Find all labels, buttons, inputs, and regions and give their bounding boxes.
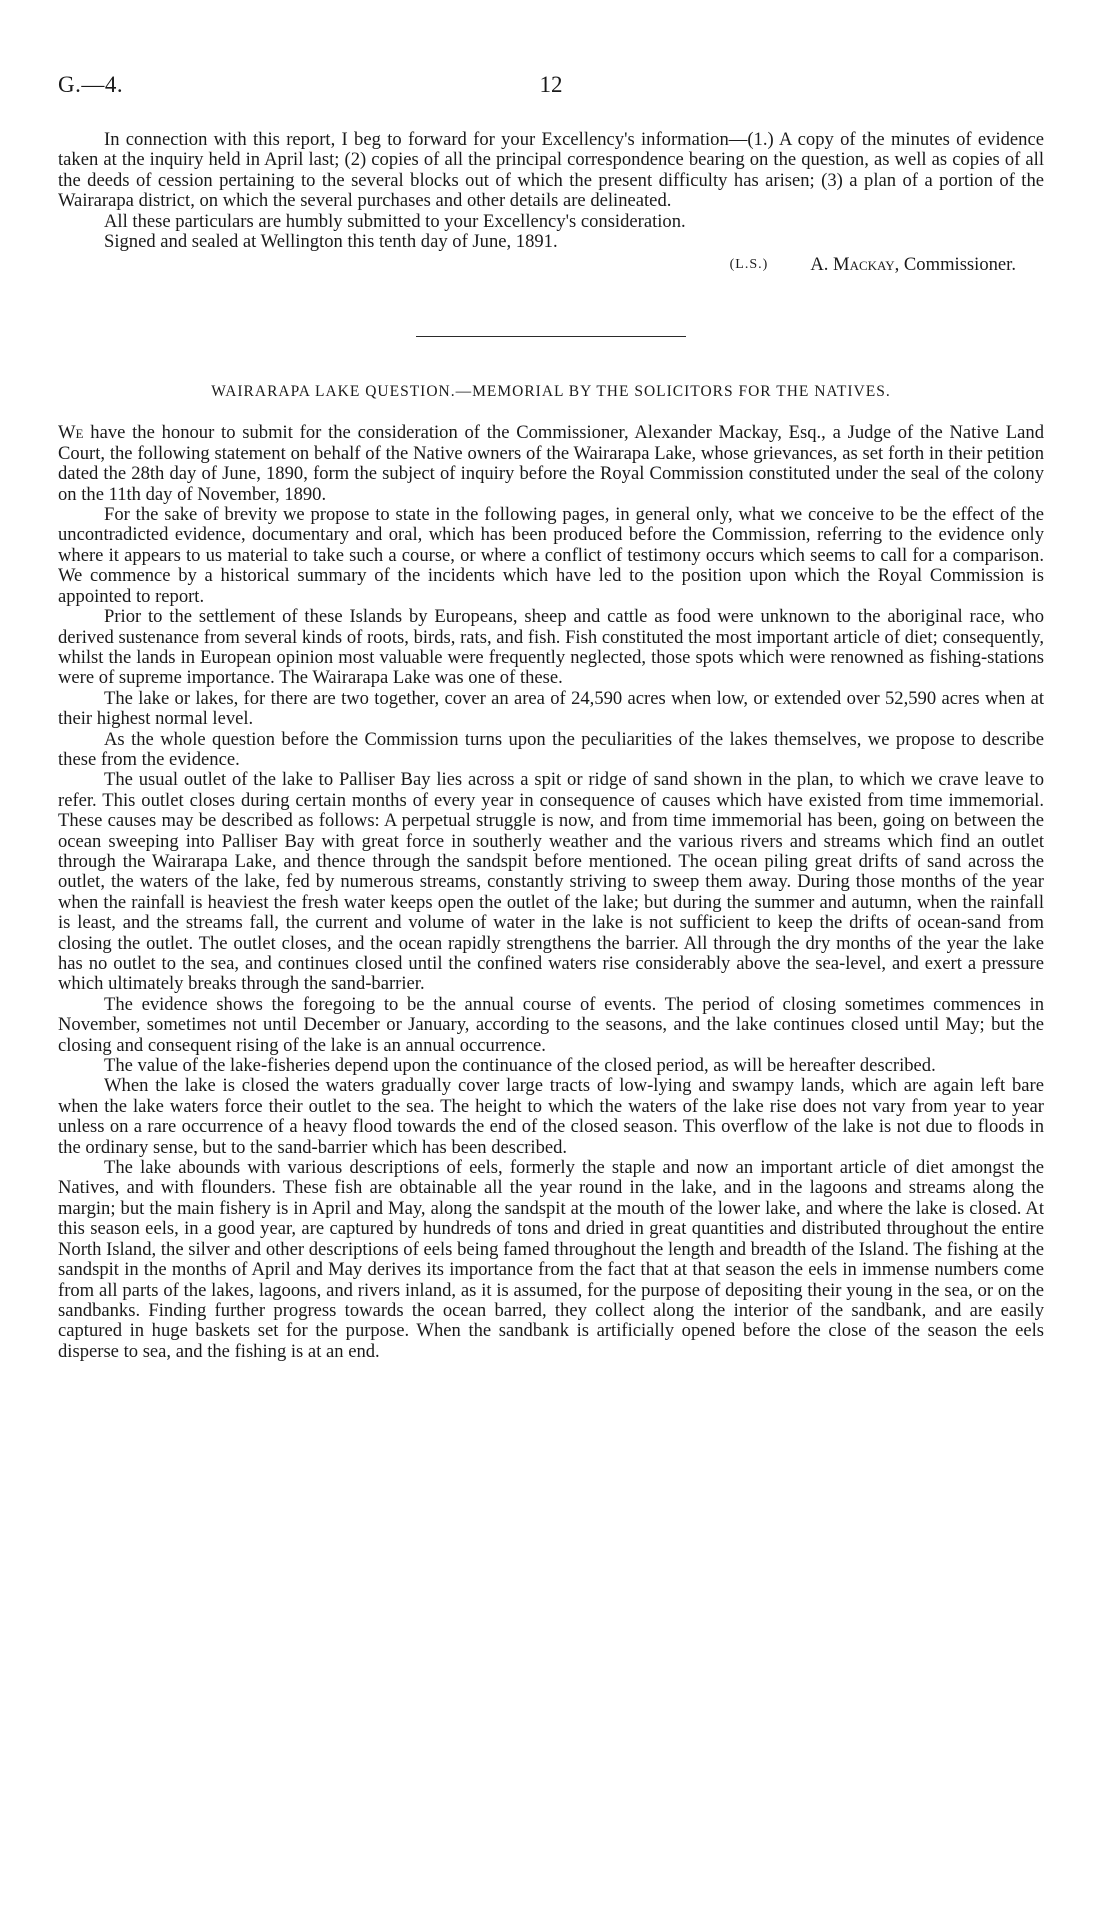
page-number: 12 — [539, 72, 563, 97]
signatory — [810, 254, 1016, 276]
memorial-paragraph: When the lake is closed the waters gradually cover large tracts of low-lying and swampy lands, which are again left bare when the lake waters force their outlet to the sea. The height to which the waters of the lake rise does not vary from year to year unless on a rare occurrence of a heavy flood towards the end of the closed season. This overflow of the lake is not due to floods in the ordinary sense, but to the sand-barrier which has been described. — [58, 1075, 1044, 1158]
memorial-paragraph — [58, 423, 1044, 505]
memorial-body — [58, 423, 1044, 1362]
intro-section — [58, 130, 1044, 276]
memorial-paragraph: For the sake of brevity we propose to state in the following pages, in general only, what we conceive to be the effect of the uncontradicted evidence, documentary and oral, which has been produced before the Commission, referring to the evidence only where it appears to us material to take such a course, or where a conflict of testimony occurs which seems to call for a comparison. We commence by a historical summary of the incidents which have led to the position upon which the Royal Commission is appointed to report. — [58, 504, 1044, 607]
intro-paragraph: Signed and sealed at Wellington this tenth day of June, 1891. — [104, 231, 558, 253]
memorial-paragraph-text: have the honour to submit for the consideration of the Commissioner, Alexander Mackay, Esq., a Judge of the Native Land Court, the following statement on behalf of the Native owners of the Wairarapa Lake, whose grievances, as set forth in their petition dated the 28th day of June, 1890, form the subject of inquiry before the Royal Commission constituted under the seal of the colony on the 11th day of November, 1890. — [58, 422, 1044, 505]
memorial-paragraph: The evidence shows the foregoing to be the annual course of events. The period of closing sometimes commences in November, sometimes not until December or January, according to the seasons, and the lake continues closed until May; but the closing and consequent rising of the lake is an annual occurrence. — [58, 993, 1044, 1056]
section-divider — [416, 336, 686, 337]
memorial-paragraph: As the whole question before the Commission turns upon the peculiarities of the lakes themselves, we propose to describe these from the evidence. — [58, 728, 1044, 770]
document-page — [58, 72, 1044, 1362]
section-title: WAIRARAPA LAKE QUESTION.—MEMORIAL BY THE SOLICITORS FOR THE NATIVES. — [211, 383, 891, 401]
opening-word: We — [58, 422, 84, 444]
memorial-paragraph: Prior to the settlement of these Islands by Europeans, sheep and cattle as food were unknown to the aboriginal race, who derived sustenance from several kinds of roots, birds, rats, and fish. Fish constituted the most important article of diet; consequently, whilst the lands in European opinion most valuable were frequently neglected, those spots which were renowned as fishing-stations were of supreme importance. The Wairarapa Lake was one of these. — [58, 606, 1044, 689]
signatory-name: A. Mackay — [810, 254, 895, 276]
memorial-paragraph: The lake abounds with various descriptions of eels, formerly the staple and now an important article of diet amongst the Natives, and with flounders. These fish are obtainable all the year round in the lake, and in the lagoons and streams along the margin; but the main fishery is in April and May, along the sandspit at the mouth of the lower lake, and where the lake is closed. At this season eels, in a good year, are captured by hundreds of tons and dried in great quantities and distributed throughout the entire North Island, the silver and other descriptions of eels being famed throughout the length and breadth of the Island. The fishing at the sandspit in the months of April and May derives its importance from the fact that at that season the eels in immense numbers come from all parts of the lakes, lagoons, and rivers inland, as it is assumed, for the purpose of depositing their young in the sea, or on the sandbanks. Finding further progress towards the ocean barred, they collect along the interior of the sandbank, and are easily captured in huge baskets set for the purpose. When the sandbank is artificially opened before the close of the season the eels disperse to sea, and the fishing is at an end. — [58, 1157, 1044, 1362]
document-reference: G.—4. — [58, 72, 124, 97]
page-header — [58, 72, 1044, 112]
memorial-paragraph: The lake or lakes, for there are two together, cover an area of 24,590 acres when low, or extended over 52,590 acres when at their highest normal level. — [58, 687, 1044, 730]
intro-paragraph: In connection with this report, I beg to forward for your Excellency's information—(1.) A copy of the minutes of evidence taken at the inquiry held in April last; (2) copies of all the principal correspondence bearing on the question, as well as copies of all the deeds of cession pertaining to the several blocks out of which the present difficulty has arisen; (3) a plan of a portion of the Wairarapa district, on which the several purchases and other details are delineated. — [58, 129, 1044, 212]
memorial-paragraph: The usual outlet of the lake to Palliser Bay lies across a spit or ridge of sand shown in the plan, to which we crave leave to refer. This outlet closes during certain months of every year in consequence of causes which have existed from time immemorial. These causes may be described as follows: A perpetual struggle is now, and from time immemorial has been, going on between the ocean sweeping into Palliser Bay with great force in southerly weather and the various rivers and streams which find an outlet through the Wairarapa Lake, and thence through the sandspit before mentioned. The ocean piling great drifts of sand across the outlet, the waters of the lake, fed by numerous streams, constantly striving to sweep them away. During those months of the year when the rainfall is heaviest the fresh water keeps open the outlet of the lake; but during the summer and autumn, when the rainfall is least, and the streams fall, the current and volume of water in the lake is not sufficient to keep the drifts of ocean-sand from closing the outlet. The outlet closes, and the ocean rapidly strengthens the barrier. All through the dry months of the year the lake has no outlet to the sea, and continues closed until the confined waters rise considerably above the sea-level, and exert a pressure which ultimately breaks through the sand-barrier. — [58, 769, 1044, 995]
memorial-paragraph: The value of the lake-fisheries depend upon the continuance of the closed period, as will be hereafter described. — [104, 1055, 936, 1077]
signature-line — [58, 254, 1044, 276]
signatory-title: , Commissioner. — [894, 254, 1016, 276]
intro-paragraph: All these particulars are humbly submitted to your Excellency's consideration. — [104, 210, 686, 232]
seal-mark: (L.S.) — [729, 257, 769, 273]
